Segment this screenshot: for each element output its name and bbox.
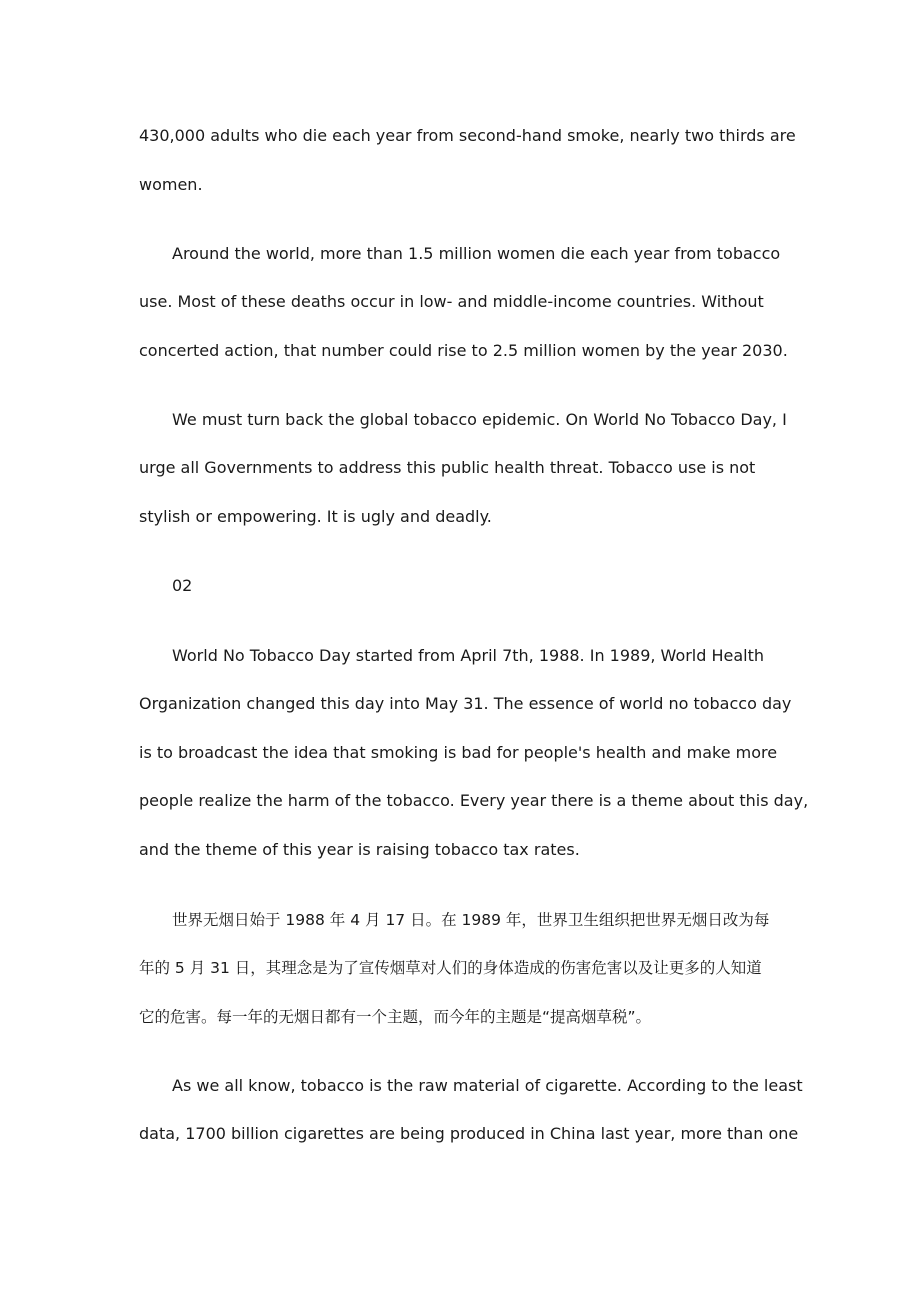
paragraph-line: data, 1700 billion cigarettes are being produced in China last year, more than one [139,1124,799,1143]
paragraph-line: Organization changed this day into May 31. The essence of world no tobacco day [139,694,792,713]
paragraph-line: Around the world, more than 1.5 million women die each year from tobacco [172,244,781,263]
paragraph-line: 430,000 adults who die each year from second-hand smoke, nearly two thirds are [139,126,796,145]
paragraph-line: stylish or empowering. It is ugly and deadly. [139,507,492,526]
paragraph-line-chinese: 世界无烟日始于 1988 年 4 月 17 日。在 1989 年，世界卫生组织把世界无烟日改为每 [172,911,770,929]
paragraph-line: As we all know, tobacco is the raw material of cigarette. According to the least [172,1076,803,1095]
paragraph-line: is to broadcast the idea that smoking is bad for people's health and make more [139,743,778,762]
paragraph-line: We must turn back the global tobacco epidemic. On World No Tobacco Day, I [172,410,787,429]
paragraph-line-chinese: 它的危害。每一年的无烟日都有一个主题，而今年的主题是“提高烟草税”。 [139,1008,652,1026]
paragraph-line-chinese: 年的 5 月 31 日，其理念是为了宣传烟草对人们的身体造成的伤害危害以及让更多的人知道 [139,959,762,977]
paragraph-line: and the theme of this year is raising tobacco tax rates. [139,840,580,859]
paragraph-line: World No Tobacco Day started from April 7th, 1988. In 1989, World Health [172,646,765,665]
paragraph-line: urge all Governments to address this public health threat. Tobacco use is not [139,458,756,477]
paragraph-line: women. [139,175,203,194]
paragraph-line: use. Most of these deaths occur in low- and middle-income countries. Without [139,292,764,311]
section-number: 02 [172,576,193,595]
paragraph-line: concerted action, that number could rise to 2.5 million women by the year 2030. [139,341,788,360]
paragraph-line: people realize the harm of the tobacco. Every year there is a theme about this day, [139,791,809,810]
